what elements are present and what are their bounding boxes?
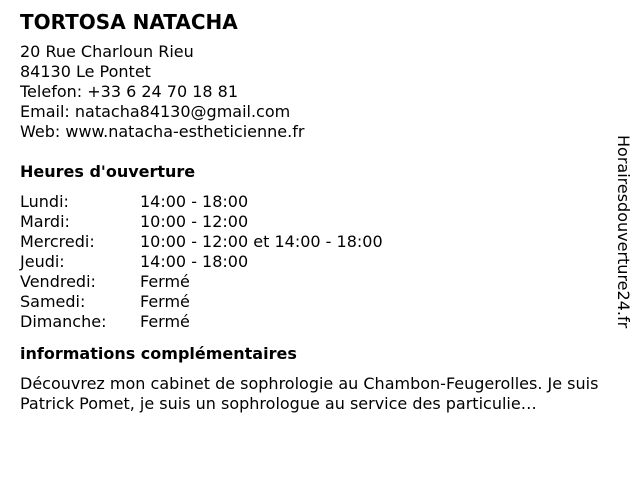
address-street: 20 Rue Charloun Rieu [20,42,194,61]
contact-block [20,42,620,142]
day-label: Vendredi: [20,272,96,291]
hours-row-monday [20,192,620,212]
day-label: Samedi: [20,292,86,311]
day-label: Mercredi: [20,232,95,251]
time-value: 14:00 - 18:00 [140,192,249,211]
address-city: 84130 Le Pontet [20,62,151,81]
day-label: Mardi: [20,212,70,231]
time-value: Fermé [140,272,190,291]
time-value: Fermé [140,312,190,331]
additional-info-heading: informations complémentaires [20,344,297,363]
hours-row-friday [20,272,620,292]
email-line: Email: natacha84130@gmail.com [20,102,291,121]
time-value: Fermé [140,292,190,311]
opening-hours-heading: Heures d'ouverture [20,162,196,181]
day-label: Jeudi: [20,252,65,271]
business-card [20,10,620,414]
web-line: Web: www.natacha-estheticienne.fr [20,122,305,141]
day-label: Lundi: [20,192,69,211]
business-name: TORTOSA NATACHA [20,10,238,34]
time-value: 10:00 - 12:00 [140,212,249,231]
time-value: 10:00 - 12:00 et 14:00 - 18:00 [140,232,383,251]
hours-row-thursday [20,252,620,272]
additional-info-text: Découvrez mon cabinet de sophrologie au Chambon-Feugerolles. Je suis Patrick Pomet, je suis un sophrologue au service des particulie… [20,374,599,413]
hours-row-sunday [20,312,620,332]
hours-row-saturday [20,292,620,312]
day-label: Dimanche: [20,312,107,331]
phone-line: Telefon: +33 6 24 70 18 81 [20,82,239,101]
opening-hours-table [20,192,620,332]
hours-row-wednesday [20,232,620,252]
site-brand-vertical: Horairesdouverture24.fr [614,135,633,329]
hours-row-tuesday [20,212,620,232]
time-value: 14:00 - 18:00 [140,252,249,271]
